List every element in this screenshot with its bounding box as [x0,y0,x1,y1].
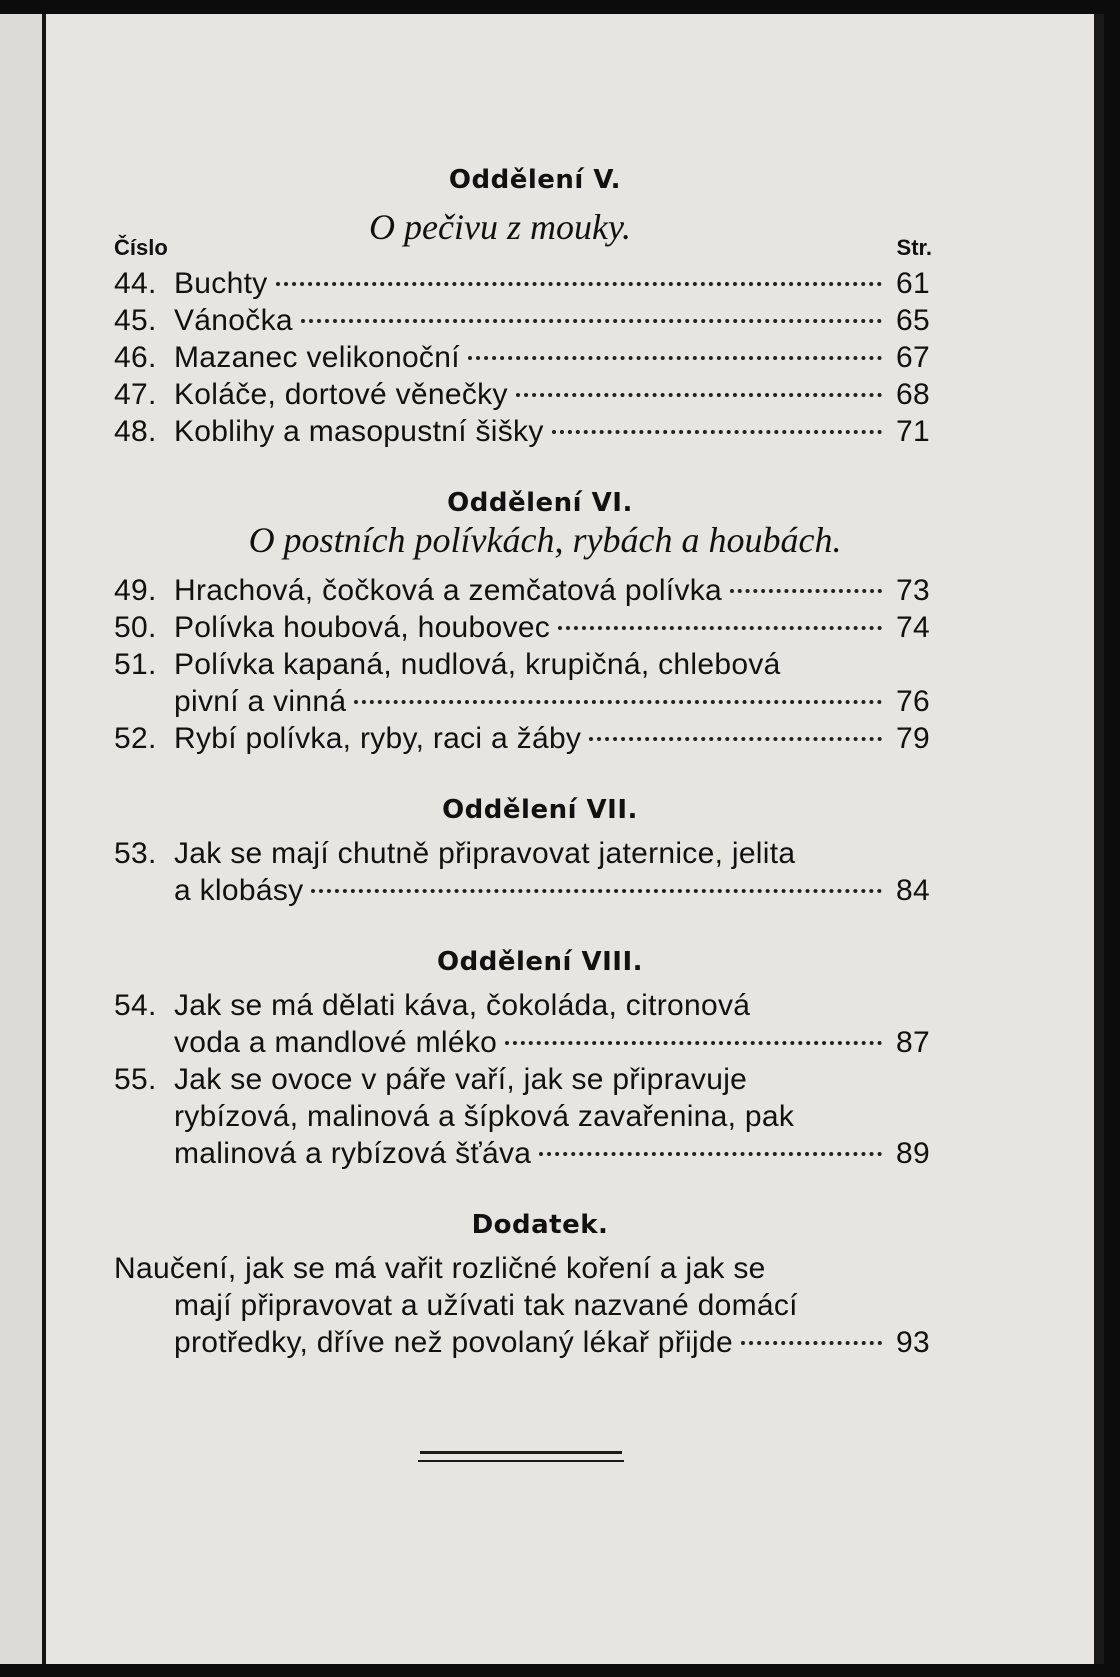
dot-leader [468,356,882,360]
closing-rule [418,1460,624,1462]
entry-number: 45. [114,304,157,337]
entry-page: 68 [896,378,930,411]
toc-entry [70,339,930,376]
toc-entry [70,302,930,339]
entry-page: 76 [896,685,930,718]
entry-title: Mazanec velikonoční [174,341,460,374]
entry-title-cont: pivní a vinná [174,685,347,718]
entry-page: 84 [896,874,930,907]
entry-number: 53. [114,837,157,870]
entry-number: 46. [114,341,157,374]
dot-leader [730,589,882,593]
toc-entry [70,572,930,609]
entry-number: 48. [114,415,157,448]
section-heading: Oddělení V. [448,165,622,195]
section-subtitle: O pečivu z mouky. [369,207,631,247]
section-v [70,165,930,450]
entry-title: Koláče, dortové věnečky [174,378,508,411]
dot-leader [589,737,882,741]
toc-entry [70,413,930,450]
entry-title: Jak se ovoce v páře vaří, jak se připravuje [174,1063,748,1096]
entry-number: 44. [114,267,157,300]
section-heading: Dodatek. [471,1210,609,1240]
section-subtitle: O postních polívkách, rybách a houbách. [248,520,842,560]
entry-number: 52. [114,722,157,755]
section-heading: Oddělení VIII. [437,947,643,977]
appendix-entry [70,1250,930,1361]
toc-entry [70,835,930,909]
entry-number: 49. [114,574,157,607]
entry-page: 71 [896,415,930,448]
toc-entry [70,646,930,720]
entry-title: Jak se mají chutně připravovat jaternice, jelita [174,837,796,870]
dot-leader [516,393,882,397]
entry-number: 50. [114,611,157,644]
entry-page: 73 [896,574,930,607]
dot-leader [505,1041,882,1045]
appendix-text-cont: mají připravovat a užívati tak nazvané domácí [174,1289,798,1322]
dot-leader [539,1152,882,1156]
dot-leader [301,319,882,323]
entry-page: 79 [896,722,930,755]
entry-title: Polívka kapaná, nudlová, krupičná, chlebová [174,648,781,681]
entry-number: 55. [114,1063,157,1096]
entry-title-cont: rybízová, malinová a šípková zavařenina, pak [174,1100,795,1133]
toc-entry [70,720,930,757]
entry-title-cont: voda a mandlové mléko [174,1026,498,1059]
appendix-text-cont: protředky, dříve než povolaný lékař přijde [174,1326,733,1359]
entry-page: 89 [896,1137,930,1170]
appendix [70,1210,930,1361]
entry-page: 74 [896,611,930,644]
entry-page: 67 [896,341,930,374]
section-heading: Oddělení VI. [447,488,633,518]
toc-entry [70,987,930,1061]
section-vii [70,795,930,909]
entry-number: 47. [114,378,157,411]
appendix-text: Naučení, jak se má vařit rozličné koření a jak se [114,1252,766,1285]
entry-page: 87 [896,1026,930,1059]
dot-leader [276,282,882,286]
entry-title-cont: a klobásy [174,874,304,907]
entry-number: 51. [114,648,157,681]
section-viii [70,947,930,1172]
entry-title-cont: malinová a rybízová šťáva [174,1137,532,1170]
toc-entry [70,609,930,646]
toc-entry [70,376,930,413]
entry-page: 93 [896,1326,930,1359]
closing-rule [420,1451,622,1454]
toc-entry [70,1061,930,1172]
entry-number: 54. [114,989,157,1022]
dot-leader [741,1341,882,1345]
book-binding [0,14,46,1664]
entry-title: Vánočka [174,304,293,337]
dot-leader [354,700,882,704]
entry-title: Jak se má dělati káva, čokoláda, citronová [174,989,751,1022]
column-headings [70,235,930,265]
entry-title: Polívka houbová, houbovec [174,611,551,644]
page-edge [1094,14,1104,1664]
dot-leader [558,626,882,630]
entry-title: Buchty [174,267,268,300]
section-heading: Oddělení VII. [442,795,638,825]
dot-leader [311,889,882,893]
section-vi [70,488,930,757]
entry-page: 61 [896,267,930,300]
entry-title: Hrachová, čočková a zemčatová polívka [174,574,723,607]
entry-title: Rybí polívka, ryby, raci a žáby [174,722,582,755]
dot-leader [552,430,882,434]
column-page-label: Str. [896,235,932,260]
entry-title: Koblihy a masopustní šišky [174,415,544,448]
column-number-label: Číslo [114,235,168,260]
toc-entry [70,265,930,302]
table-of-contents [70,165,930,1361]
entry-page: 65 [896,304,930,337]
